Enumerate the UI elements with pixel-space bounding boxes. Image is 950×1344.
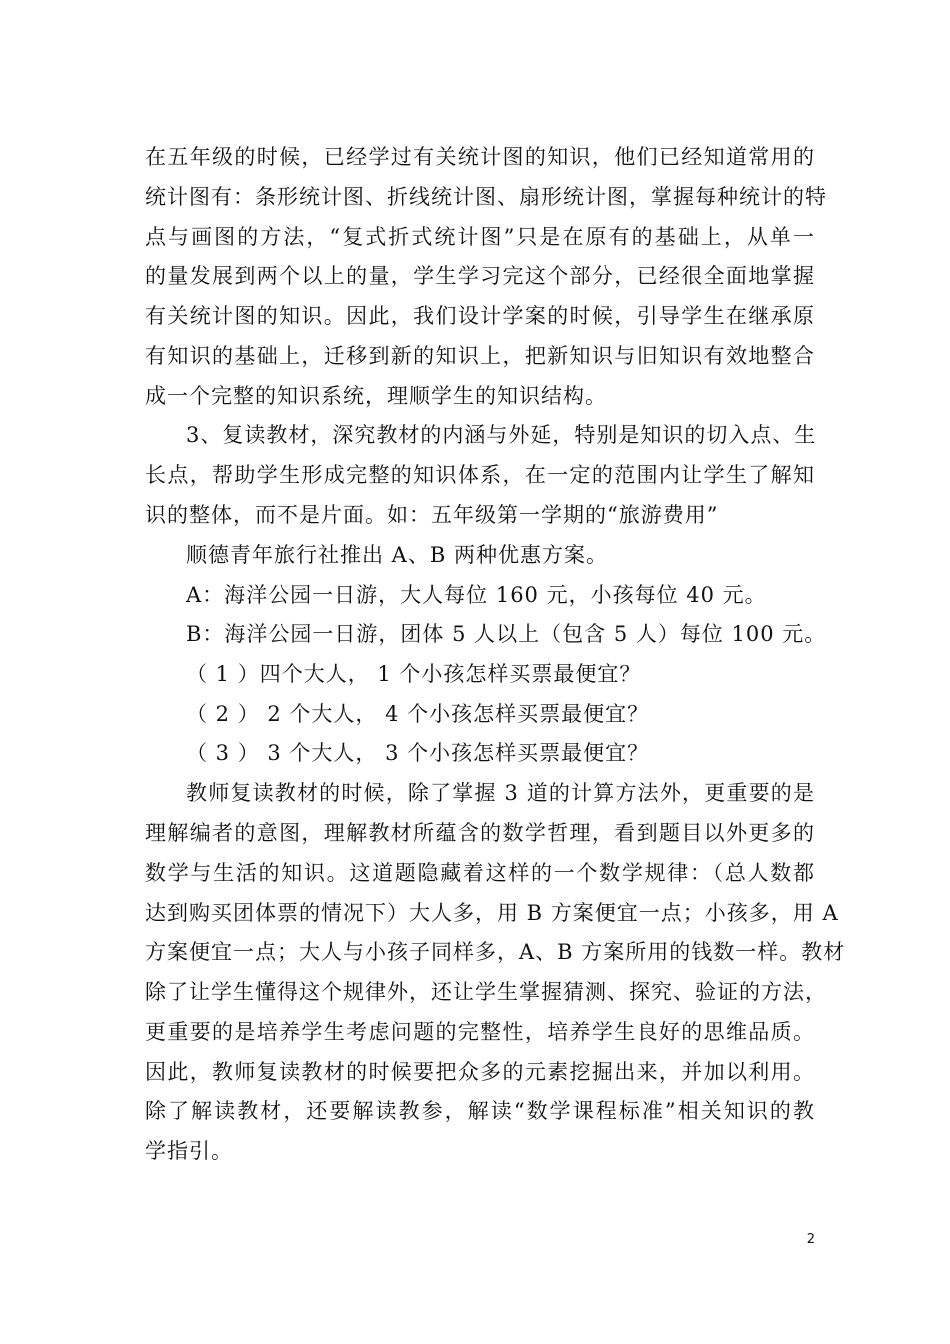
text-line: （ 2 ） 2 个大人， 4 个小孩怎样买票最便宜？	[186, 702, 650, 726]
text-line: 教师复读教材的时候，除了掌握 3 道的计算方法外，更重要的是	[186, 781, 815, 805]
text-line: 方案便宜一点；大人与小孩子同样多，A、B 方案所用的钱数一样。教材	[145, 940, 846, 964]
text-line: 有关统计图的知识。因此，我们设计学案的时候，引导学生在继承原	[145, 304, 815, 328]
text-line: 的量发展到两个以上的量，学生学习完这个部分，已经很全面地掌握	[145, 264, 815, 288]
text-line: 除了让学生懂得这个规律外，还让学生掌握猜测、探究、验证的方法，	[145, 980, 827, 1004]
text-line: 因此，教师复读教材的时候要把众多的元素挖掘出来，并加以利用。	[145, 1060, 815, 1084]
text-line: 达到购买团体票的情况下）大人多，用 B 方案便宜一点；小孩多，用 A	[145, 901, 839, 925]
text-line: 成一个完整的知识系统，理顺学生的知识结构。	[145, 384, 607, 408]
text-line: 顺德青年旅行社推出 A、B 两种优惠方案。	[186, 543, 608, 567]
text-line: 除了解读教材，还要解读教参，解读“数学课程标准”相关知识的教	[145, 1099, 815, 1123]
text-line: B：海洋公园一日游，团体 5 人以上（包含 5 人）每位 100 元。	[186, 622, 827, 646]
text-line: 有知识的基础上，迁移到新的知识上，把新知识与旧知识有效地整合	[145, 344, 815, 368]
text-line: 3、复读教材，深究教材的内涵与外延，特别是知识的切入点、生	[186, 423, 817, 447]
text-line: 长点，帮助学生形成完整的知识体系，在一定的范围内让学生了解知	[145, 463, 815, 487]
text-line: （ 1 ）四个大人， 1 个小孩怎样买票最便宜？	[186, 662, 642, 686]
text-line: 点与画图的方法，“复式折式统计图”只是在原有的基础上，从单一	[145, 225, 815, 249]
text-line: 理解编者的意图，理解教材所蕴含的数学哲理，看到题目以外更多的	[145, 821, 815, 845]
text-line: A：海洋公园一日游，大人每位 160 元，小孩每位 40 元。	[186, 583, 767, 607]
text-line: 识的整体，而不是片面。如：五年级第一学期的“旅游费用”	[145, 503, 719, 527]
text-line: 统计图有：条形统计图、折线统计图、扇形统计图，掌握每种统计的特	[145, 185, 827, 209]
text-line: 数学与生活的知识。这道题隐藏着这样的一个数学规律：（总人数都	[145, 861, 815, 885]
text-line: 更重要的是培养学生考虑问题的完整性，培养学生良好的思维品质。	[145, 1020, 815, 1044]
page-number: 2	[806, 1232, 815, 1247]
text-line: 在五年级的时候，已经学过有关统计图的知识，他们已经知道常用的	[145, 145, 815, 169]
text-line: （ 3 ） 3 个大人， 3 个小孩怎样买票最便宜？	[186, 741, 650, 765]
text-line: 学指引。	[145, 1139, 233, 1163]
